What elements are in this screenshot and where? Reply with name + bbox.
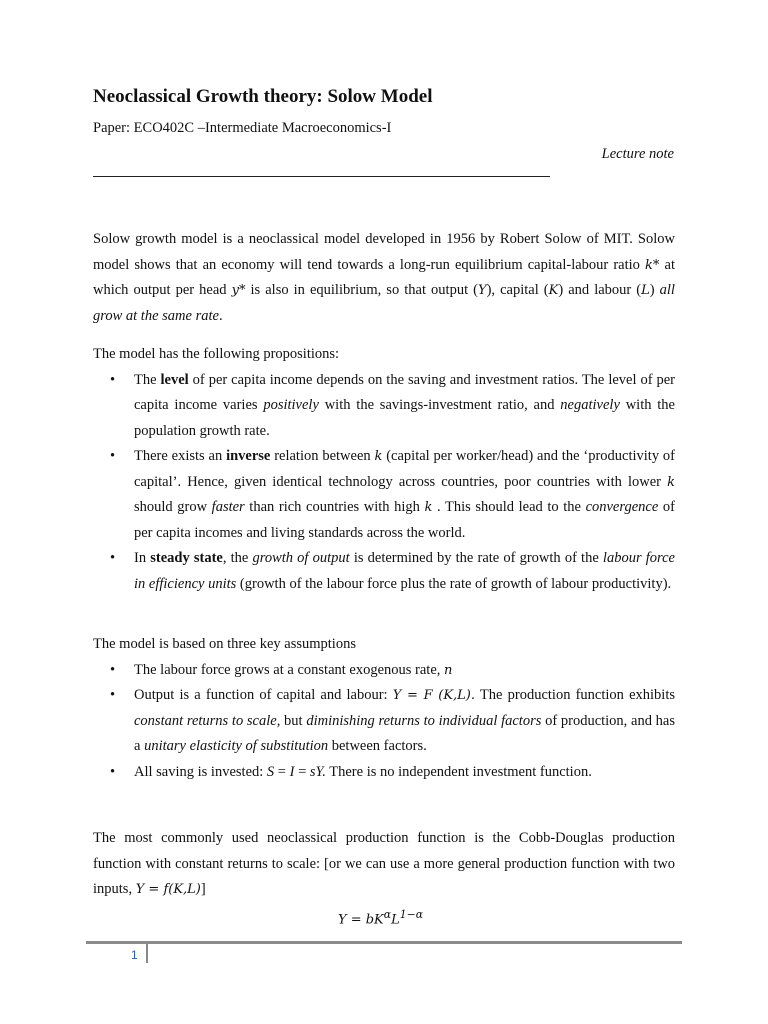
propositions-section — [93, 342, 675, 597]
header-rule — [93, 176, 550, 177]
intro-paragraph: Solow growth model is a neoclassical model developed in 1956 by Robert Solow of MIT. Solow model shows that an economy will tend towards a long-run equilibrium capital-labour ratio k* at which output per head y* is also in equilibrium, so that output (Y), capital (K) and labour (L) all grow at the same rate. — [93, 231, 675, 324]
bullet-icon: • — [110, 550, 116, 566]
page-number: 1 — [131, 948, 138, 962]
bullet-icon: • — [110, 448, 116, 464]
list-item: • Output is a function of capital and labour: Y = F (K,L). The production function exhibits constant returns to scale, but diminishing returns to individual factors of production, and has a unitary elasticity of substitution between factors. — [93, 683, 675, 760]
list-item: • All saving is invested: S = I = sY. There is no independent investment function. — [93, 760, 675, 786]
bullet-icon: • — [110, 661, 116, 678]
list-item: • There exists an inverse relation between k (capital per worker/head) and the ‘productivity of capital’. Hence, given identical technology across countries, poor countries with lower k should grow faster than rich countries with high k . This should lead to the convergence of per capita incomes and living standards across the world. — [93, 444, 675, 546]
list-item: • The labour force grows at a constant exogenous rate, n — [93, 658, 675, 684]
cobb-douglas-paragraph: The most commonly used neoclassical production function is the Cobb-Douglas production function with constant returns to scale: [or we can use a more general production function with two inputs, Y = f(K,L)] — [93, 830, 675, 897]
list-item: • In steady state, the growth of output is determined by the rate of growth of the labour force in efficiency units (growth of the labour force plus the rate of growth of labour productivity). — [93, 546, 675, 597]
list-item: • The level of per capita income depends on the saving and investment ratios. The level of per capita income varies positively with the savings-investment ratio, and negatively with the population growth rate. — [93, 368, 675, 445]
footer-rule — [86, 941, 682, 944]
bullet-icon: • — [110, 763, 116, 780]
footer-divider — [146, 944, 148, 963]
assumptions-section — [93, 632, 675, 785]
cobb-douglas-formula: $Y = bK^\alpha L^{1-\alpha}$ — [338, 908, 424, 928]
paper-code: Paper: ECO402C –Intermediate Macroeconomics-I — [93, 120, 392, 136]
bullet-icon: • — [110, 371, 116, 388]
lecture-note-label: Lecture note — [601, 146, 674, 162]
propositions-heading: The model has the following propositions: — [93, 346, 340, 362]
document-title: Neoclassical Growth theory: Solow Model — [93, 86, 433, 107]
assumptions-heading: The model is based on three key assumptions — [93, 636, 356, 652]
bullet-icon: • — [110, 687, 116, 703]
